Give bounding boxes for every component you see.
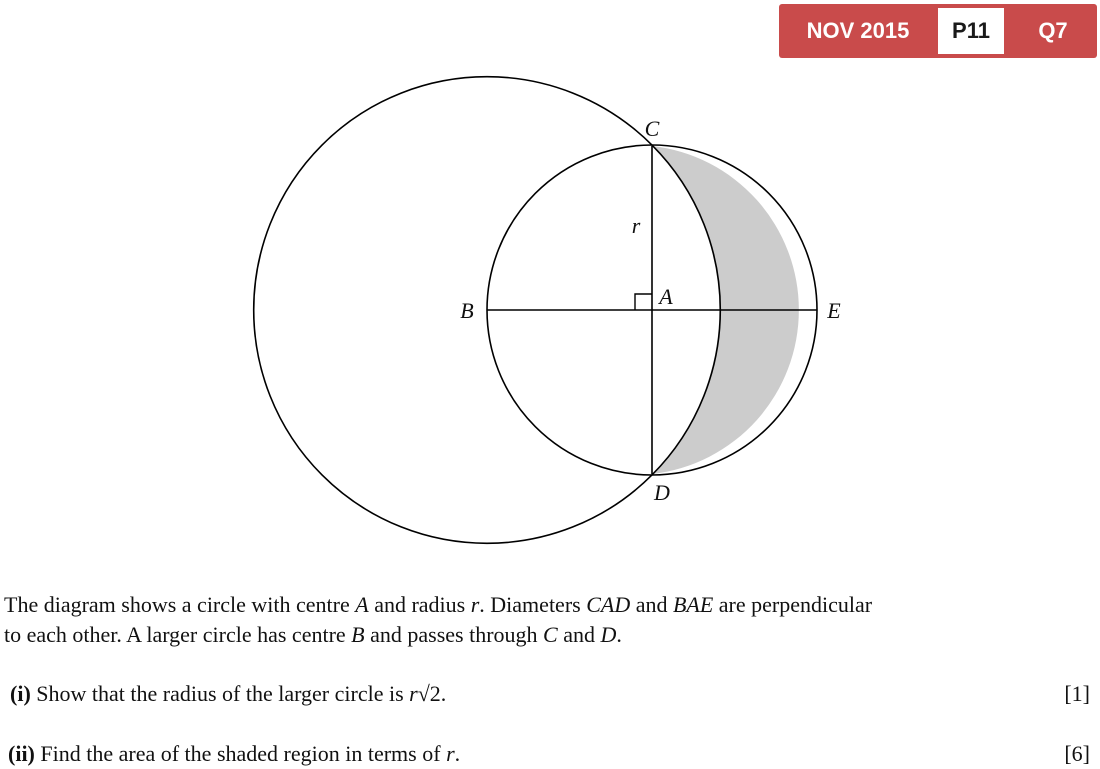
part-label: (i) [10, 681, 31, 706]
radius-label: r [631, 213, 641, 238]
point-label-a: A [659, 284, 673, 309]
question-part-i [10, 680, 1090, 708]
question-stem [4, 590, 1100, 650]
exam-session-label: NOV 2015 [806, 18, 910, 43]
part-text: Find the area of the shaded region in terms of r. [40, 741, 461, 766]
point-label-c: C [644, 116, 660, 141]
point-label-e: E [827, 298, 841, 323]
part-text: Show that the radius of the larger circle is r√2. [36, 681, 447, 706]
marks-label: [6] [1064, 741, 1090, 766]
question-part-ii [8, 740, 1090, 768]
point-label-b: B [460, 298, 474, 323]
marks-label: [1] [1064, 681, 1090, 706]
question-stem-line-1: The diagram shows a circle with centre A and radius r. Diameters CAD and BAE are perpendicular [4, 592, 873, 617]
point-label-d: D [654, 480, 670, 505]
question-number-label: Q7 [1038, 18, 1068, 43]
question-stem-line-2: to each other. A larger circle has centre B and passes through C and D. [4, 622, 622, 647]
part-label: (ii) [8, 741, 35, 766]
paper-number-label: P11 [938, 8, 1004, 54]
right-angle-marker [635, 294, 652, 310]
